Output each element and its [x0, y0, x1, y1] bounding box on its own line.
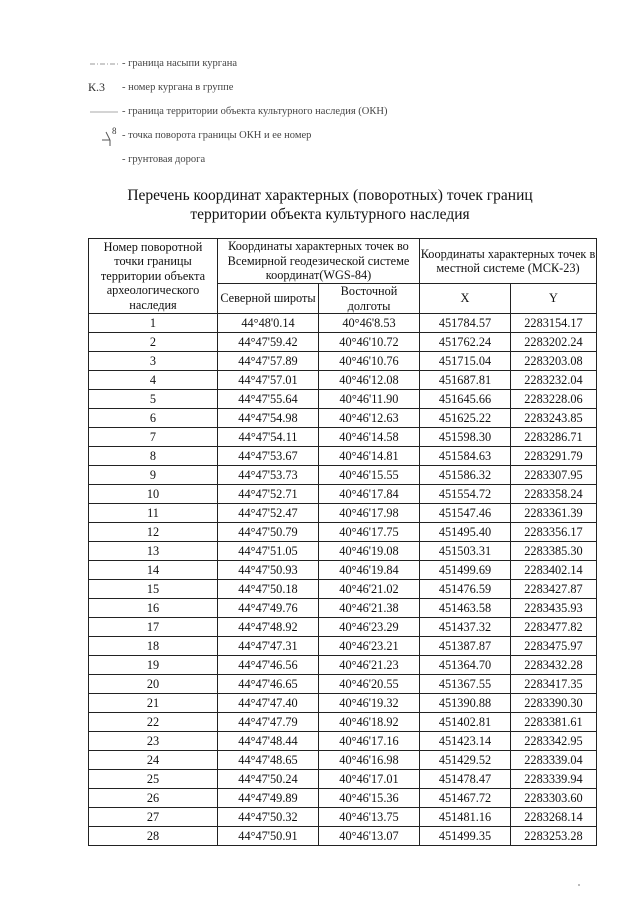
table-row — [89, 827, 597, 846]
x-cell: 451463.58 — [420, 599, 511, 618]
x-cell: 451687.81 — [420, 371, 511, 390]
longitude-cell: 40°46'13.07 — [319, 827, 420, 846]
point-number-cell: 4 — [89, 371, 218, 390]
point-number-cell: 15 — [89, 580, 218, 599]
y-cell: 2283253.28 — [511, 827, 597, 846]
longitude-cell: 40°46'19.08 — [319, 542, 420, 561]
latitude-cell: 44°47'49.76 — [218, 599, 319, 618]
longitude-cell: 40°46'13.75 — [319, 808, 420, 827]
y-cell: 2283417.35 — [511, 675, 597, 694]
y-cell: 2283203.08 — [511, 352, 597, 371]
legend-item-mound-number — [88, 80, 508, 104]
longitude-cell: 40°46'19.84 — [319, 561, 420, 580]
y-cell: 2283477.82 — [511, 618, 597, 637]
dirt-road-icon — [88, 152, 122, 170]
point-number-cell: 22 — [89, 713, 218, 732]
x-cell: 451478.47 — [420, 770, 511, 789]
x-cell: 451499.35 — [420, 827, 511, 846]
point-number-cell: 2 — [89, 333, 218, 352]
y-cell: 2283339.94 — [511, 770, 597, 789]
latitude-cell: 44°47'46.56 — [218, 656, 319, 675]
latitude-cell: 44°47'57.01 — [218, 371, 319, 390]
longitude-cell: 40°46'21.38 — [319, 599, 420, 618]
longitude-cell: 40°46'17.98 — [319, 504, 420, 523]
legend-text: - точка поворота границы ОКН и ее номер — [122, 130, 312, 141]
longitude-cell: 40°46'15.55 — [319, 466, 420, 485]
longitude-cell: 40°46'12.08 — [319, 371, 420, 390]
latitude-cell: 44°47'53.67 — [218, 447, 319, 466]
point-number-cell: 26 — [89, 789, 218, 808]
table-row — [89, 808, 597, 827]
latitude-cell: 44°47'46.65 — [218, 675, 319, 694]
y-cell: 2283402.14 — [511, 561, 597, 580]
header-y: Y — [511, 284, 597, 314]
legend-item-turning-point — [88, 128, 508, 152]
point-number-cell: 16 — [89, 599, 218, 618]
x-cell: 451503.31 — [420, 542, 511, 561]
table-row — [89, 675, 597, 694]
x-cell: 451586.32 — [420, 466, 511, 485]
latitude-cell: 44°47'50.93 — [218, 561, 319, 580]
table-row — [89, 618, 597, 637]
y-cell: 2283339.04 — [511, 751, 597, 770]
table-row — [89, 466, 597, 485]
latitude-cell: 44°47'48.65 — [218, 751, 319, 770]
x-cell: 451584.63 — [420, 447, 511, 466]
latitude-cell: 44°47'57.89 — [218, 352, 319, 371]
latitude-cell: 44°47'47.79 — [218, 713, 319, 732]
longitude-cell: 40°46'21.02 — [319, 580, 420, 599]
legend-text: - граница насыпи кургана — [122, 58, 238, 69]
longitude-cell: 40°46'14.81 — [319, 447, 420, 466]
latitude-cell: 44°47'50.24 — [218, 770, 319, 789]
mound-number-symbol: К.3 — [88, 80, 106, 94]
table-row — [89, 352, 597, 371]
table-row — [89, 599, 597, 618]
y-cell: 2283342.95 — [511, 732, 597, 751]
x-cell: 451437.32 — [420, 618, 511, 637]
y-cell: 2283291.79 — [511, 447, 597, 466]
x-cell: 451645.66 — [420, 390, 511, 409]
table-row — [89, 580, 597, 599]
header-local-coordinates: Координаты характерных точек в местной системе (МСК-23) — [420, 239, 597, 284]
latitude-cell: 44°47'50.32 — [218, 808, 319, 827]
point-number-cell: 11 — [89, 504, 218, 523]
point-number-cell: 23 — [89, 732, 218, 751]
point-number-cell: 3 — [89, 352, 218, 371]
x-cell: 451476.59 — [420, 580, 511, 599]
longitude-cell: 40°46'17.01 — [319, 770, 420, 789]
table-row — [89, 770, 597, 789]
x-cell: 451423.14 — [420, 732, 511, 751]
y-cell: 2283432.28 — [511, 656, 597, 675]
y-cell: 2283390.30 — [511, 694, 597, 713]
table-row — [89, 789, 597, 808]
point-number-cell: 19 — [89, 656, 218, 675]
legend-text: - грунтовая дорога — [122, 154, 206, 165]
table-row — [89, 751, 597, 770]
longitude-cell: 40°46'10.72 — [319, 333, 420, 352]
x-cell: 451387.87 — [420, 637, 511, 656]
point-number-cell: 10 — [89, 485, 218, 504]
turning-point-marker-icon — [88, 128, 122, 146]
point-number-cell: 12 — [89, 523, 218, 542]
y-cell: 2283232.04 — [511, 371, 597, 390]
x-cell: 451762.24 — [420, 333, 511, 352]
point-number-cell: 1 — [89, 314, 218, 333]
table-row — [89, 694, 597, 713]
longitude-cell: 40°46'11.90 — [319, 390, 420, 409]
longitude-cell: 40°46'12.63 — [319, 409, 420, 428]
latitude-cell: 44°47'54.98 — [218, 409, 319, 428]
heritage-border-line-icon — [88, 104, 122, 122]
point-number-cell: 14 — [89, 561, 218, 580]
x-cell: 451495.40 — [420, 523, 511, 542]
latitude-cell: 44°47'49.89 — [218, 789, 319, 808]
longitude-cell: 40°46'17.75 — [319, 523, 420, 542]
x-cell: 451390.88 — [420, 694, 511, 713]
y-cell: 2283268.14 — [511, 808, 597, 827]
y-cell: 2283435.93 — [511, 599, 597, 618]
x-cell: 451625.22 — [420, 409, 511, 428]
point-number-cell: 17 — [89, 618, 218, 637]
header-longitude: Восточной долготы — [319, 284, 420, 314]
longitude-cell: 40°46'16.98 — [319, 751, 420, 770]
latitude-cell: 44°47'52.47 — [218, 504, 319, 523]
legend-text: - граница территории объекта культурного наследия (ОКН) — [122, 106, 388, 117]
latitude-cell: 44°47'54.11 — [218, 428, 319, 447]
point-number-cell: 6 — [89, 409, 218, 428]
point-number-cell: 25 — [89, 770, 218, 789]
y-cell: 2283202.24 — [511, 333, 597, 352]
x-cell: 451554.72 — [420, 485, 511, 504]
point-number-cell: 18 — [89, 637, 218, 656]
latitude-cell: 44°47'59.42 — [218, 333, 319, 352]
x-cell: 451467.72 — [420, 789, 511, 808]
latitude-cell: 44°47'53.73 — [218, 466, 319, 485]
x-cell: 451499.69 — [420, 561, 511, 580]
page-title: Перечень координат характерных (поворотных) точек границ территории объекта культурного наследия — [127, 187, 533, 223]
table-row — [89, 504, 597, 523]
table-row — [89, 485, 597, 504]
latitude-cell: 44°47'50.91 — [218, 827, 319, 846]
legend — [88, 56, 508, 176]
x-cell: 451715.04 — [420, 352, 511, 371]
point-number-cell: 8 — [89, 447, 218, 466]
point-number-cell: 13 — [89, 542, 218, 561]
latitude-cell: 44°47'51.05 — [218, 542, 319, 561]
table-row — [89, 656, 597, 675]
y-cell: 2283154.17 — [511, 314, 597, 333]
latitude-cell: 44°47'52.71 — [218, 485, 319, 504]
x-cell: 451784.57 — [420, 314, 511, 333]
table-row — [89, 371, 597, 390]
y-cell: 2283228.06 — [511, 390, 597, 409]
table-row — [89, 713, 597, 732]
x-cell: 451429.52 — [420, 751, 511, 770]
longitude-cell: 40°46'23.29 — [319, 618, 420, 637]
y-cell: 2283427.87 — [511, 580, 597, 599]
coordinates-table — [88, 238, 597, 846]
x-cell: 451367.55 — [420, 675, 511, 694]
table-row — [89, 428, 597, 447]
x-cell: 451364.70 — [420, 656, 511, 675]
header-wgs-coordinates: Координаты характерных точек во Всемирной геодезической системе координат(WGS-84) — [218, 239, 420, 284]
latitude-cell: 44°47'47.40 — [218, 694, 319, 713]
table-row — [89, 390, 597, 409]
table-row — [89, 523, 597, 542]
x-cell: 451547.46 — [420, 504, 511, 523]
y-cell: 2283475.97 — [511, 637, 597, 656]
longitude-cell: 40°46'10.76 — [319, 352, 420, 371]
table-row — [89, 542, 597, 561]
point-number-cell: 9 — [89, 466, 218, 485]
longitude-cell: 40°46'15.36 — [319, 789, 420, 808]
longitude-cell: 40°46'18.92 — [319, 713, 420, 732]
latitude-cell: 44°48'0.14 — [218, 314, 319, 333]
table-row — [89, 637, 597, 656]
table-row — [89, 409, 597, 428]
legend-item-mound-border — [88, 56, 508, 80]
latitude-cell: 44°47'50.79 — [218, 523, 319, 542]
point-number-cell: 5 — [89, 390, 218, 409]
y-cell: 2283356.17 — [511, 523, 597, 542]
header-latitude: Северной широты — [218, 284, 319, 314]
legend-text: - номер кургана в группе — [122, 82, 234, 93]
legend-item-dirt-road — [88, 152, 508, 176]
y-cell: 2283307.95 — [511, 466, 597, 485]
y-cell: 2283286.71 — [511, 428, 597, 447]
longitude-cell: 40°46'14.58 — [319, 428, 420, 447]
table-body — [89, 314, 597, 846]
y-cell: 2283381.61 — [511, 713, 597, 732]
table-row — [89, 732, 597, 751]
y-cell: 2283385.30 — [511, 542, 597, 561]
table-row — [89, 447, 597, 466]
longitude-cell: 40°46'8.53 — [319, 314, 420, 333]
scan-speck — [578, 884, 580, 886]
latitude-cell: 44°47'47.31 — [218, 637, 319, 656]
y-cell: 2283243.85 — [511, 409, 597, 428]
longitude-cell: 40°46'17.16 — [319, 732, 420, 751]
header-point-number: Номер поворотной точки границы территории объекта археологического наследия — [89, 239, 218, 314]
point-number-cell: 24 — [89, 751, 218, 770]
x-cell: 451481.16 — [420, 808, 511, 827]
legend-item-heritage-border — [88, 104, 508, 128]
longitude-cell: 40°46'23.21 — [319, 637, 420, 656]
mound-border-line-icon — [88, 56, 122, 74]
latitude-cell: 44°47'48.44 — [218, 732, 319, 751]
point-number-cell: 28 — [89, 827, 218, 846]
y-cell: 2283358.24 — [511, 485, 597, 504]
longitude-cell: 40°46'19.32 — [319, 694, 420, 713]
table-row — [89, 333, 597, 352]
mound-number-label-icon — [88, 80, 122, 98]
latitude-cell: 44°47'55.64 — [218, 390, 319, 409]
longitude-cell: 40°46'17.84 — [319, 485, 420, 504]
table-row — [89, 314, 597, 333]
point-number-cell: 20 — [89, 675, 218, 694]
latitude-cell: 44°47'48.92 — [218, 618, 319, 637]
latitude-cell: 44°47'50.18 — [218, 580, 319, 599]
longitude-cell: 40°46'21.23 — [319, 656, 420, 675]
x-cell: 451402.81 — [420, 713, 511, 732]
point-number-cell: 27 — [89, 808, 218, 827]
turning-point-number: 8 — [112, 126, 117, 136]
header-x: X — [420, 284, 511, 314]
y-cell: 2283361.39 — [511, 504, 597, 523]
table-row — [89, 561, 597, 580]
point-number-cell: 21 — [89, 694, 218, 713]
x-cell: 451598.30 — [420, 428, 511, 447]
y-cell: 2283303.60 — [511, 789, 597, 808]
point-number-cell: 7 — [89, 428, 218, 447]
longitude-cell: 40°46'20.55 — [319, 675, 420, 694]
